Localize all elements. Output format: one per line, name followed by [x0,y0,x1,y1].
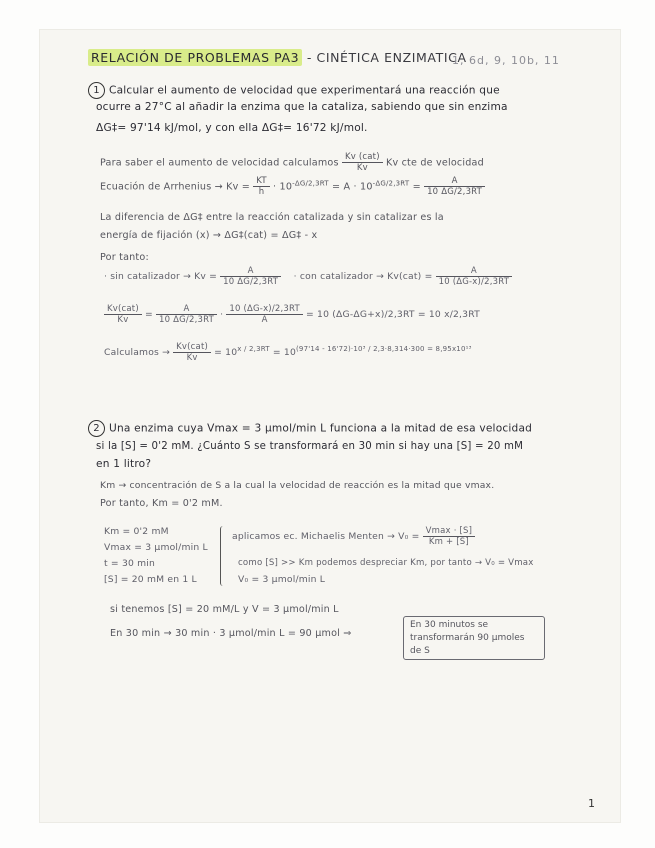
q2-number: 2 [88,420,105,437]
q2-approx: como [S] >> Km podemos despreciar Km, por tanto → V₀ = Vmax [238,558,534,568]
q2-data-conc: [S] = 20 mM en 1 L [104,574,197,585]
q2-line3: en 1 litro? [96,458,152,470]
q2-data-vmax: Vmax = 3 μmol/min L [104,542,208,553]
q1-step7: $\frac{\text{Kv(cat)}}{Kv}$ = $\frac{A}{10 \Delta G/2,3RT}$ · $\frac{10 (\Delta G-x)/2,3RT}{A}$ = 10 (ΔG-ΔG+x)/2,3RT = 10 x/2,3RT [104,304,480,325]
q2-line2: si la [S] = 0'2 mM. ¿Cuánto S se transformará en 30 min si hay una [S] = 20 mM [96,441,524,452]
page-title [88,50,467,65]
q2-v0: V₀ = 3 μmol/min L [238,574,326,585]
result-box: En 30 minutos se transformarán 90 μmoles de S [403,616,545,660]
q1-step6: · sin catalizador → Kv = $\frac{A}{10 \Delta G/2,3RT}$ · con catalizador → Kv(cat) = $\frac{A}{10 (\Delta G-x)/2,3RT}$ [104,266,512,287]
q2-step1: Km → concentración de S a la cual la velocidad de reacción es la mitad que vmax. [100,480,495,491]
q2-michaelis: aplicamos ec. Michaelis Menten → V₀ = $\frac{Vmax \cdot [S]}{Km + [S]}$ [232,526,475,547]
page-number: 1 [588,797,595,810]
problem-refs: 1, 6d, 9, 10b, 11 [452,54,560,67]
q2-step2: Por tanto, Km = 0'2 mM. [100,498,223,509]
q1-line1: 1 Calcular el aumento de velocidad que experimentará una reacción que [88,82,500,99]
q1-step1-fraction: $\frac{\text{Kv (cat)}}{Kv}$ [342,152,383,173]
q1-step8: Calculamos → $\frac{\text{Kv(cat)}}{Kv}$ = $10^{x / 2,3RT} = 10^{(97'14 - 16'72)\cdot 10^3 / 2,3\cdot 8,314\cdot 300 = 8,95x10^{13}}$ [104,342,472,363]
title-sub: - CINÉTICA ENZIMATICA [306,50,467,65]
q2-step3: si tenemos [S] = 20 mM/L y V = 3 μmol/min L [110,604,339,615]
data-brace [220,526,227,586]
q1-step5: Por tanto: [100,252,149,263]
q2-data-km: Km = 0'2 mM [104,526,169,537]
q1-number: 1 [88,82,105,99]
q1-step4: energía de fijación (x) → ΔG‡(cat) = ΔG‡ - x [100,230,318,241]
title-main: RELACIÓN DE PROBLEMAS PA3 [88,49,302,66]
q1-line2: ocurre a 27°C al añadir la enzima que la cataliza, sabiendo que sin enzima [96,101,508,113]
q1-step3: La diferencia de ΔG‡ entre la reacción catalizada y sin catalizar es la [100,212,444,223]
q2-data-time: t = 30 min [104,558,156,569]
q1-arrhenius: Ecuación de Arrhenius → Kv = $\frac{KT}{h}$ · $10^{-\Delta G/2,3RT} = A \cdot 10^{-\Delta G/2,3RT}$ = $\frac{A}{10 \Delta G/2,3RT}$ [100,176,485,197]
q2-step4: En 30 min → 30 min · 3 μmol/min L = 90 μmol ⇒ [110,628,352,639]
q1-line3: ΔG‡= 97'14 kJ/mol, y con ella ΔG‡= 16'72 kJ/mol. [96,122,368,134]
q2-line1: 2 Una enzima cuya Vmax = 3 μmol/min L funciona a la mitad de esa velocidad [88,420,532,437]
q1-step1: Para saber el aumento de velocidad calculamos $\frac{\text{Kv (cat)}}{Kv}$ Kv cte de velocidad [100,152,484,173]
